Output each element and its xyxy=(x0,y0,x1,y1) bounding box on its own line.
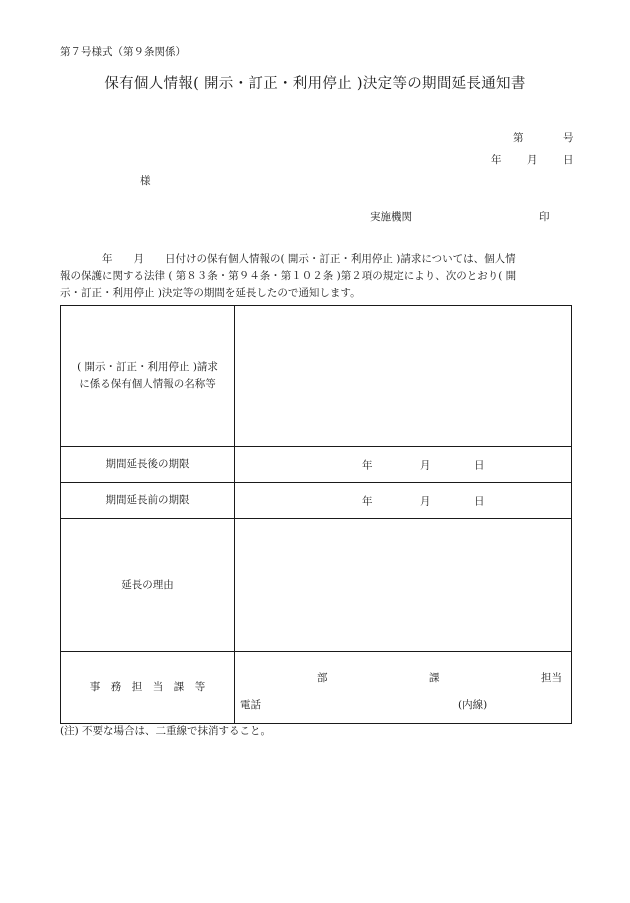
agency-label: 実施機関 xyxy=(370,211,412,223)
contact-office-value[interactable] xyxy=(235,652,572,724)
issue-date-day: 日 xyxy=(563,154,574,166)
footnote: (注) 不要な場合は、二重線で抹消すること。 xyxy=(60,725,272,737)
deadline-before-month: 月 xyxy=(420,495,431,507)
reference-number-prefix: 第 xyxy=(513,132,524,144)
deadline-after-day: 日 xyxy=(474,459,485,471)
deadline-before-label: 期間延長前の期限 xyxy=(61,483,235,519)
table-row-extension-reason xyxy=(61,519,572,652)
extension-details-table xyxy=(60,305,572,724)
information-name-label xyxy=(61,306,235,447)
notice-body-line-2: 報の保護に関する法律 ( 第８３条・第９４条・第１０２条 )第２項の規定により、次のとおり( 開 xyxy=(60,270,517,282)
form-number: 第７号様式（第９条関係） xyxy=(60,46,186,58)
contact-phone-label: 電話 xyxy=(240,699,261,711)
document-title: 保有個人情報( 開示・訂正・利用停止 )決定等の期間延長通知書 xyxy=(104,76,526,92)
contact-office-label: 事 務 担 当 課 等 xyxy=(61,652,235,724)
deadline-after-year: 年 xyxy=(362,459,373,471)
issue-date-year: 年 xyxy=(491,154,502,166)
contact-department: 部 xyxy=(317,672,328,684)
table-row-deadline-after xyxy=(61,447,572,483)
notice-body-line-3: 示・訂正・利用停止 )決定等の期間を延長したので通知します。 xyxy=(60,287,361,299)
deadline-before-day: 日 xyxy=(474,495,485,507)
seal-label: 印 xyxy=(539,211,550,223)
extension-reason-value[interactable] xyxy=(235,519,572,652)
reference-number-suffix: 号 xyxy=(563,132,574,144)
information-name-label-line-2: に係る保有個人情報の名称等 xyxy=(79,378,216,390)
deadline-after-value[interactable] xyxy=(235,447,572,483)
contact-section: 課 xyxy=(429,672,440,684)
deadline-after-label: 期間延長後の期限 xyxy=(61,447,235,483)
table-row-contact xyxy=(61,652,572,724)
notice-body-line-1: 年 月 日付けの保有個人情報の( 開示・訂正・利用停止 )請求については、個人情 xyxy=(60,253,516,265)
extension-reason-label: 延長の理由 xyxy=(61,519,235,652)
table-row-deadline-before xyxy=(61,483,572,519)
contact-extension-label: (内線) xyxy=(458,699,488,711)
information-name-value[interactable] xyxy=(235,306,572,447)
addressee-honorific: 様 xyxy=(140,175,151,187)
deadline-before-year: 年 xyxy=(362,495,373,507)
deadline-after-month: 月 xyxy=(420,459,431,471)
deadline-before-value[interactable] xyxy=(235,483,572,519)
table-row-information-name xyxy=(61,306,572,447)
information-name-label-line-1: ( 開示・訂正・利用停止 )請求 xyxy=(77,361,218,373)
issue-date-month: 月 xyxy=(527,154,538,166)
contact-person: 担当 xyxy=(541,672,562,684)
notice-body xyxy=(60,251,572,302)
